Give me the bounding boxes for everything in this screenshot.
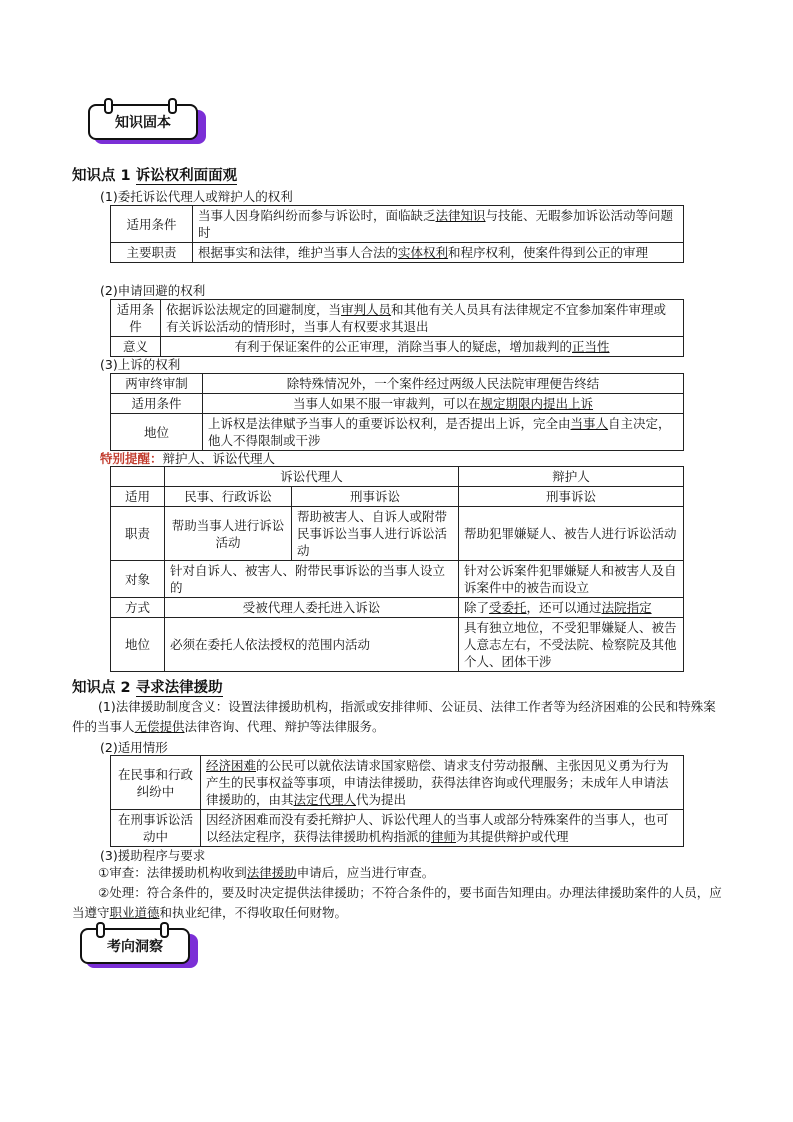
table-row: 适用条件 当事人如果不服一审裁判，可以在规定期限内提出上诉 [111, 394, 684, 414]
table-row: 对象 针对自诉人、被害人、附带民事诉讼的当事人设立的 针对公诉案件犯罪嫌疑人和被害人及自诉案件中的被告而设立 [111, 561, 684, 598]
table-compare [110, 466, 684, 672]
table-row: 在刑事诉讼活动中 因经济困难而没有委托辩护人、诉讼代理人的当事人或部分特殊案件的当事人，也可以经法定程序，获得法律援助机构指派的律师为其提供辩护或代理 [111, 810, 684, 847]
table-appeal [110, 373, 684, 451]
section-badge-bottom [80, 928, 198, 968]
special-tip: 特别提醒：辩护人、诉讼代理人 [100, 451, 276, 466]
s4-heading2: (2)适用情形 [100, 740, 168, 755]
table-row: 方式 受被代理人委托进入诉讼 除了受委托，还可以通过法院指定 [111, 598, 684, 618]
s3-heading: (3)上诉的权利 [100, 357, 181, 372]
s1-heading: (1)委托诉讼代理人或辩护人的权利 [100, 189, 293, 204]
s4-heading3: (3)援助程序与要求 [100, 848, 206, 863]
knowledge-point-1: 知识点 1 诉讼权利面面观 [72, 168, 238, 184]
s2-heading: (2)申请回避的权利 [100, 283, 206, 298]
table-entrust [110, 205, 684, 263]
table-row: 职责 帮助当事人进行诉讼活动 帮助被害人、自诉人或附带民事诉讼当事人进行诉讼活动 帮助犯罪嫌疑人、被告人进行诉讼活动 [111, 507, 684, 561]
section-badge-top [88, 104, 206, 144]
procedure-handle: ②处理：符合条件的，要及时决定提供法律援助；不符合条件的，要书面告知理由。办理法律援助案件的人员，应当遵守职业道德和执业纪律，不得收取任何财物。 [72, 885, 722, 920]
knowledge-point-2: 知识点 2 寻求法律援助 [72, 680, 223, 696]
table-row: 主要职责 根据事实和法律，维护当事人合法的实体权利和程序权利，使案件得到公正的审理 [111, 243, 684, 263]
table-legal-aid [110, 755, 684, 847]
table-row: 适用 民事、行政诉讼 刑事诉讼 刑事诉讼 [111, 487, 684, 507]
table-row: 意义 有利于保证案件的公正审理，消除当事人的疑虑，增加裁判的正当性 [111, 337, 684, 357]
table-row: 适用条件 依据诉讼法规定的回避制度，当审判人员和其他有关人员具有法律规定不宜参加案件审理或有关诉讼活动的情形时，当事人有权要求其退出 [111, 300, 684, 337]
table-row: 在民事和行政纠纷中 经济困难的公民可以就依法请求国家赔偿、请求支付劳动报酬、主张因见义勇为行为产生的民事权益等事项，申请法律援助，获得法律咨询或代理服务；未成年人申请法律援助的，由其法定代理人代为提出 [111, 756, 684, 810]
table-row: 地位 必须在委托人依法授权的范围内活动 具有独立地位，不受犯罪嫌疑人、被告人意志左右，不受法院、检察院及其他个人、团体干涉 [111, 618, 684, 672]
badge-title: 知识固本 [88, 104, 198, 140]
table-avoidance [110, 299, 684, 357]
table-row: 诉讼代理人 辩护人 [111, 467, 684, 487]
table-row: 地位 上诉权是法律赋予当事人的重要诉讼权利，是否提出上诉，完全由当事人自主决定，他人不得限制或干涉 [111, 414, 684, 451]
badge-title: 考向洞察 [80, 928, 190, 964]
legal-aid-definition: (1)法律援助制度含义：设置法律援助机构，指派或安排律师、公证员、法律工作者等为经济困难的公民和特殊案件的当事人无偿提供法律咨询、代理、辩护等法律服务。 [72, 699, 716, 734]
procedure-review: ①审查：法律援助机构收到法律援助申请后，应当进行审查。 [98, 865, 435, 880]
table-row: 两审终审制 除特殊情况外，一个案件经过两级人民法院审理便告终结 [111, 374, 684, 394]
table-row: 适用条件 当事人因身陷纠纷而参与诉讼时，面临缺乏法律知识与技能、无暇参加诉讼活动等问题时 [111, 206, 684, 243]
